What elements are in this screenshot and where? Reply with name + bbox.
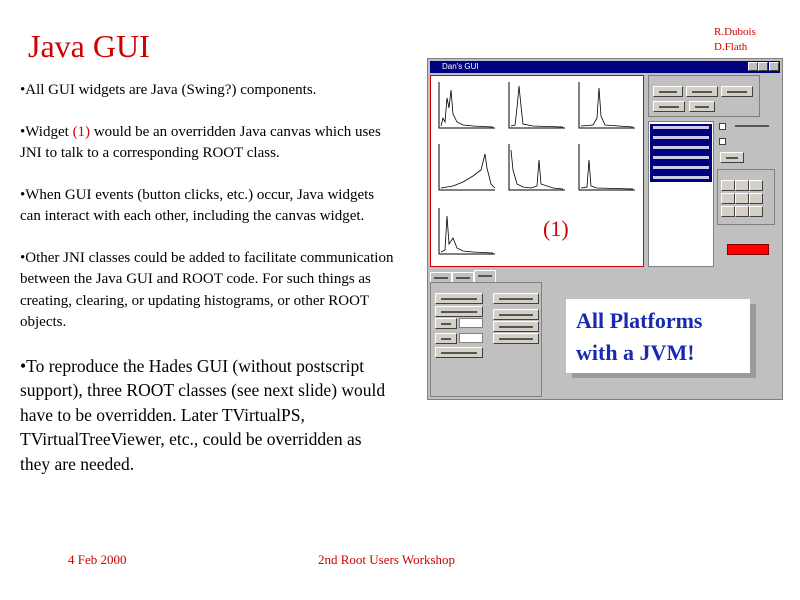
bullet-3: •When GUI events (button clicks, etc.) occur, Java widgets can interact with each other, including the canvas widget. — [20, 186, 375, 224]
minimize-icon — [748, 62, 758, 71]
add-button[interactable] — [720, 152, 744, 163]
layout-cell[interactable] — [735, 180, 749, 191]
bullet-list — [20, 80, 395, 496]
histogram-thumbnail — [503, 78, 567, 134]
window-title: Dan's GUI — [442, 62, 479, 71]
histogram-thumbnail — [503, 140, 567, 196]
goto-field[interactable] — [459, 333, 483, 343]
histogram-controls-group — [648, 75, 760, 117]
stop-button[interactable] — [493, 293, 539, 304]
tab-event[interactable] — [474, 270, 496, 282]
layout-cell[interactable] — [749, 180, 763, 191]
tab-strip — [430, 272, 520, 282]
histogram-thumbnail — [573, 78, 637, 134]
load-list-button[interactable] — [689, 101, 715, 112]
layout-cell[interactable] — [721, 193, 735, 204]
authors — [714, 25, 756, 55]
histogram-thumbnail — [573, 140, 637, 196]
canvas-layout-group — [717, 169, 775, 225]
footer-date: 4 Feb 2000 — [68, 552, 127, 567]
draw-button[interactable] — [653, 86, 683, 97]
close-icon — [769, 62, 779, 71]
bullet-5: •To reproduce the Hades GUI (without postscript support), three ROOT classes (see next slide) would have to be overridden. Later TVirtualPS, TVirtualTreeViewer, etc., could be overridden as they are needed. — [20, 355, 386, 474]
load-events-button[interactable] — [493, 309, 539, 320]
next-event-button[interactable] — [493, 321, 539, 332]
layout-cell[interactable] — [721, 180, 735, 191]
histogram-thumbnail — [433, 204, 497, 260]
bullet-2-end: would be an overridden Java canvas which uses JNI to talk to a corresponding ROOT class. — [20, 123, 381, 161]
select-all-button[interactable] — [686, 86, 718, 97]
erase-all-button[interactable] — [721, 86, 753, 97]
canvas-widget-label: (1) — [543, 216, 569, 241]
root-canvas — [430, 75, 644, 267]
author-1: R.Dubois — [714, 26, 756, 38]
bullet-2-start: •Widget — [20, 123, 73, 140]
layout-cell[interactable] — [721, 206, 735, 217]
maximize-icon — [758, 62, 768, 71]
overlay-checkbox[interactable] — [719, 138, 726, 145]
goto-label — [435, 333, 457, 344]
tab-1[interactable] — [430, 272, 452, 282]
run-number-label — [435, 318, 457, 329]
layout-cell[interactable] — [749, 206, 763, 217]
multiple-selection-label — [730, 121, 774, 132]
widget-reference: (1) — [72, 123, 91, 140]
layout-cell[interactable] — [735, 193, 749, 204]
bullet-4: •Other JNI classes could be added to facilitate communication between the Java GUI and ROOT code. For such things as creating, clearing, or updating histograms, or other ROOT objects. — [20, 249, 394, 330]
footer-event: 2nd Root Users Workshop — [318, 552, 456, 567]
first-event-button[interactable] — [435, 306, 483, 317]
save-list-button[interactable] — [653, 101, 685, 112]
rewind-button[interactable] — [435, 347, 483, 358]
run-number-field[interactable] — [459, 318, 483, 328]
bullet-1: •All GUI widgets are Java (Swing?) components. — [20, 82, 317, 98]
red-action-button[interactable] — [727, 244, 769, 255]
layout-cell[interactable] — [735, 206, 749, 217]
platforms-callout — [566, 299, 750, 373]
layout-cell[interactable] — [749, 193, 763, 204]
run-button[interactable] — [435, 293, 483, 304]
callout-line-2: with a JVM! — [576, 340, 695, 365]
callout-line-1: All Platforms — [576, 308, 703, 333]
histogram-thumbnail — [433, 78, 497, 134]
histogram-thumbnail — [433, 140, 497, 196]
selected-histograms — [650, 124, 712, 182]
author-2: D.Flath — [714, 41, 748, 53]
tab-2[interactable] — [452, 272, 474, 282]
event-control-panel — [430, 282, 542, 397]
multiple-selection-checkbox[interactable] — [719, 123, 726, 130]
histogram-list[interactable] — [648, 121, 714, 267]
reset-button[interactable] — [493, 333, 539, 344]
window-titlebar — [430, 61, 780, 73]
bullet-2 — [20, 122, 395, 165]
slide-title: Java GUI — [28, 28, 150, 64]
